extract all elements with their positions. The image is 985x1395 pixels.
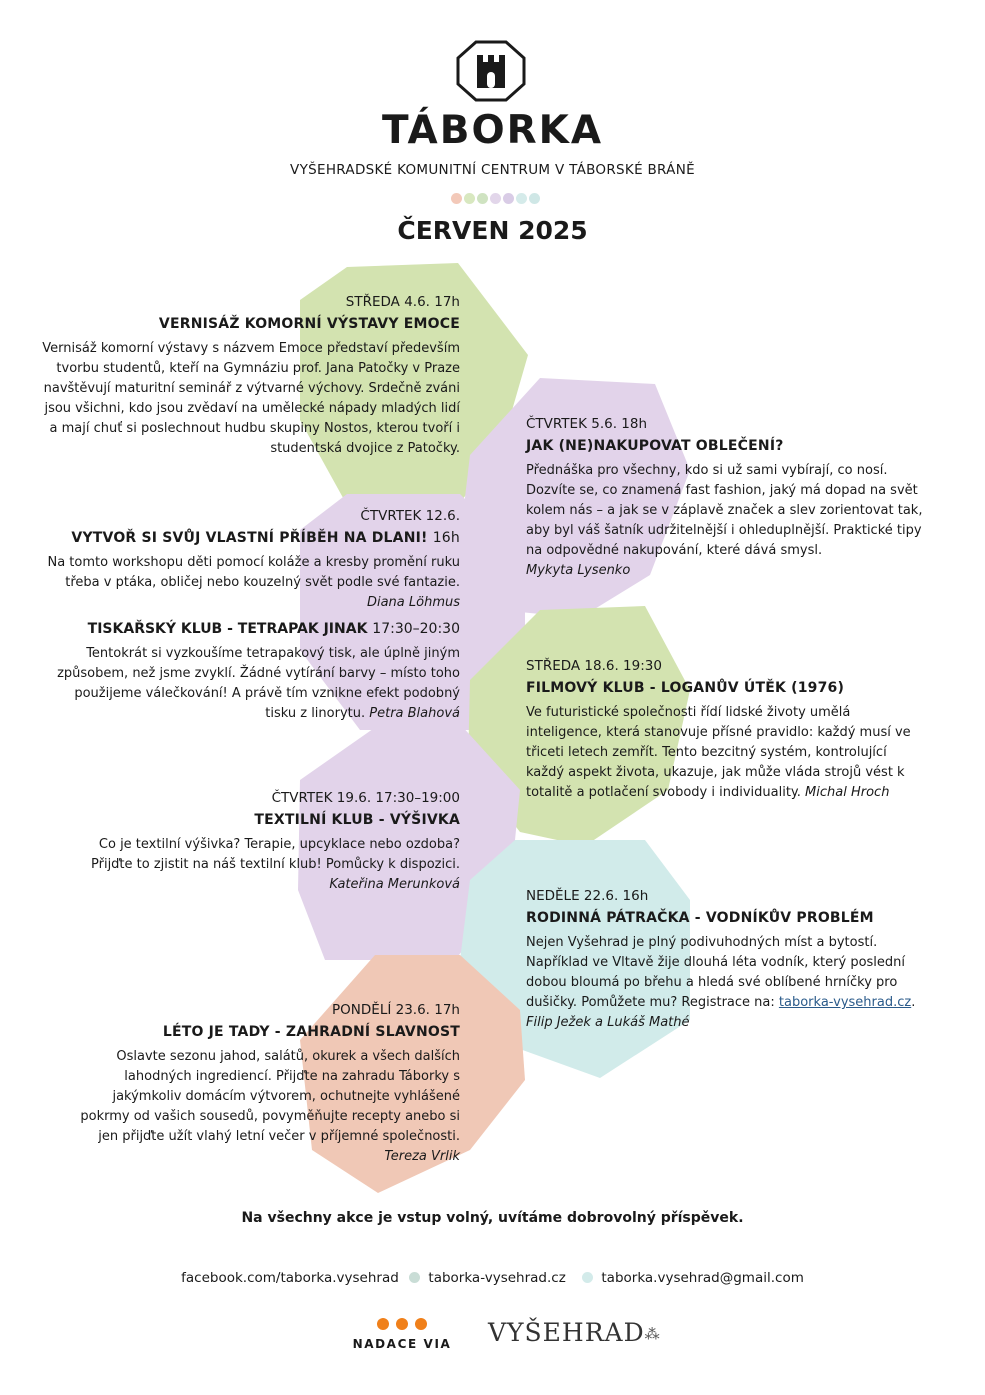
event-nakupovat: [526, 414, 926, 581]
event-date: ČTVRTEK 12.6.: [360, 508, 460, 524]
taborka-logo-icon: [456, 40, 526, 102]
dot-separator-icon: [582, 1272, 593, 1283]
color-dot: [490, 193, 501, 204]
event-author: Mykyta Lysenko: [526, 563, 631, 578]
event-title: VERNISÁŽ KOMORNÍ VÝSTAVY EMOCE: [158, 316, 460, 332]
web-link[interactable]: taborka-vysehrad.cz: [428, 1270, 566, 1286]
brand-subtitle: VYŠEHRADSKÉ KOMUNITNÍ CENTRUM V TÁBORSKÉ BRÁNĚ: [290, 162, 695, 178]
color-dot: [477, 193, 488, 204]
event-textilni-klub: [60, 788, 460, 895]
event-author: Michal Hroch: [805, 785, 890, 800]
event-description-text: Přednáška pro všechny, kdo si už sami vybírají, co nosí. Dozvíte se, co znamená fast fashion, jaký má dopad na svět kolem nás – a jak se v záplavě značek a slev zorientovat tak, aby byl váš šatník udržitelnější i ohleduplnější. Praktické tipy na odpovědné nakupování, které dává smysl.: [526, 463, 923, 558]
color-dot: [503, 193, 514, 204]
snowflake-icon: ⁂: [644, 1325, 661, 1343]
event-title: [40, 528, 460, 548]
event-description: [526, 703, 926, 803]
event-date: ČTVRTEK 5.6. 18h: [526, 416, 648, 432]
event-description-text: Co je textilní výšivka? Terapie, upcyklace nebo ozdoba? Přijďte to zjistit na náš textilní klub! Pomůcky k dispozici.: [91, 837, 460, 872]
brand-title: TÁBORKA: [381, 108, 604, 153]
event-patracka: [526, 886, 926, 1033]
event-description-text: Na tomto workshopu děti pomocí koláže a kresby promění ruku třeba v ptáka, obličej nebo kouzelný svět podle své fantazie.: [47, 555, 460, 590]
event-second-description: [40, 644, 460, 724]
event-date: ČTVRTEK 19.6. 17:30–19:00: [271, 790, 460, 806]
event-pribeh-na-dlani: [40, 506, 460, 724]
event-vernisaz: [40, 292, 460, 459]
event-second-title-text: TISKAŘSKÝ KLUB - TETRAPAK JINAK: [87, 621, 368, 637]
dot-separator-icon: [409, 1272, 420, 1283]
event-title: FILMOVÝ KLUB - LOGANŮV ÚTĚK (1976): [526, 680, 845, 696]
event-date: STŘEDA 4.6. 17h: [345, 294, 460, 310]
event-description-text: Nejen Vyšehrad je plný podivuhodných míst a bytostí. Například ve Vltavě žije dlouhá léta vodník, který poslední dobou bloumá po břehu a hledá své oblíbené hrníčky pro dušičky. Pomůžete mu? Registrace na:: [526, 935, 906, 1010]
color-dot: [451, 193, 462, 204]
event-description: [40, 553, 460, 613]
via-label: NADACE VIA: [352, 1337, 452, 1351]
event-filmovy-klub: [526, 656, 926, 803]
event-author: Tereza Vrlik: [384, 1149, 460, 1164]
via-dot: [415, 1318, 427, 1330]
via-dot: [377, 1318, 389, 1330]
event-zahradni-slavnost: [60, 1000, 460, 1167]
event-time: 16h: [432, 530, 460, 546]
facebook-link[interactable]: facebook.com/taborka.vysehrad: [181, 1270, 399, 1286]
event-description: Nejen Vyšehrad je plný podivuhodných míst a bytostí. Například ve Vltavě žije dlouhá léta vodník, který poslední dobou bloumá po břehu a hledá své oblíbené hrníčky pro dušičky. Pomůžete mu? Registrace na: taborka-vysehrad.cz. Filip Ježek a Lukáš Mathé: [526, 935, 916, 1030]
event-author: Diana Löhmus: [366, 595, 460, 610]
event-title: TEXTILNÍ KLUB - VÝŠIVKA: [254, 812, 460, 828]
event-date: PONDĚLÍ 23.6. 17h: [332, 1002, 460, 1018]
event-description: [60, 835, 460, 895]
decorative-dots: [451, 193, 540, 204]
event-description-text: Oslavte sezonu jahod, salátů, okurek a všech dalších lahodných ingrediencí. Přijďte na zahradu Táborky s jakýmkoliv domácím výtvorem, ochutnejte vyhlášené pokrmy od vašich sousedů, povyměňujte recepty anebo si jen přijďte užít vlahý letní večer v příjemné společnosti.: [80, 1049, 460, 1144]
nadace-via-logo: [352, 1318, 452, 1351]
event-description: [526, 461, 926, 581]
color-dot: [464, 193, 475, 204]
vysehrad-label: VYŠEHRAD: [488, 1318, 645, 1347]
registration-link[interactable]: taborka-vysehrad.cz: [778, 995, 912, 1010]
event-author: Filip Ježek a Lukáš Mathé: [526, 1015, 690, 1030]
contacts-row: [0, 1270, 985, 1286]
event-description: Vernisáž komorní výstavy s názvem Emoce představí především tvorbu studentů, kteří na Gymnáziu prof. Jana Patočky v Praze navštěvují maturitní seminář z výtvarné výchovy. Srdečně zváni jsou všichni, kdo jsou zvědaví na umělecké nápady mladých lidí a mají chuť si poslechnout hudbu skupiny Nostos, kterou tvoří i studentská dvojice z Patočky.: [42, 341, 460, 456]
event-title-text: VYTVOŘ SI SVŮJ VLASTNÍ PŘÍBĚH NA DLANI!: [71, 530, 428, 546]
event-description-text: Ve futuristické společnosti řídí lidské životy umělá inteligence, která stanovuje přísné pravidlo: každý musí ve třiceti letech zemřít. Tento bezcitný systém, kontrolující každý aspekt života, ukazuje, jak může vláda strojů vést k totalitě a potlačení svobody i individuality.: [526, 705, 911, 800]
color-dot: [529, 193, 540, 204]
event-author: Kateřina Merunková: [329, 877, 460, 892]
entry-note: Na všechny akce je vstup volný, uvítáme dobrovolný příspěvek.: [241, 1210, 744, 1226]
event-title: RODINNÁ PÁTRAČKA - VODNÍKŮV PROBLÉM: [526, 910, 874, 926]
event-description: [60, 1047, 460, 1167]
event-title: JAK (NE)NAKUPOVAT OBLEČENÍ?: [526, 438, 784, 454]
event-second-time: 17:30–20:30: [372, 621, 460, 637]
email-link[interactable]: taborka.vysehrad@gmail.com: [601, 1270, 804, 1286]
event-date: NEDĚLE 22.6. 16h: [526, 888, 649, 904]
month-title: ČERVEN 2025: [397, 216, 588, 245]
event-second-description-text: Tentokrát si vyzkoušíme tetrapakový tisk, ale úplně jiným způsobem, než jsme zvyklí. Žádné vytírání barvy – místo toho použijeme válečkování! A právě tím vznikne efekt podobný tisku z linorytu.: [57, 646, 460, 721]
color-dot: [516, 193, 527, 204]
event-date: STŘEDA 18.6. 19:30: [526, 658, 662, 674]
event-title: LÉTO JE TADY - ZAHRADNÍ SLAVNOST: [162, 1024, 460, 1040]
via-dots-icon: [352, 1318, 452, 1330]
vysehrad-logo: [488, 1318, 661, 1347]
event-second-author: Petra Blahová: [369, 706, 460, 721]
via-dot: [396, 1318, 408, 1330]
event-second-title: [40, 619, 460, 639]
